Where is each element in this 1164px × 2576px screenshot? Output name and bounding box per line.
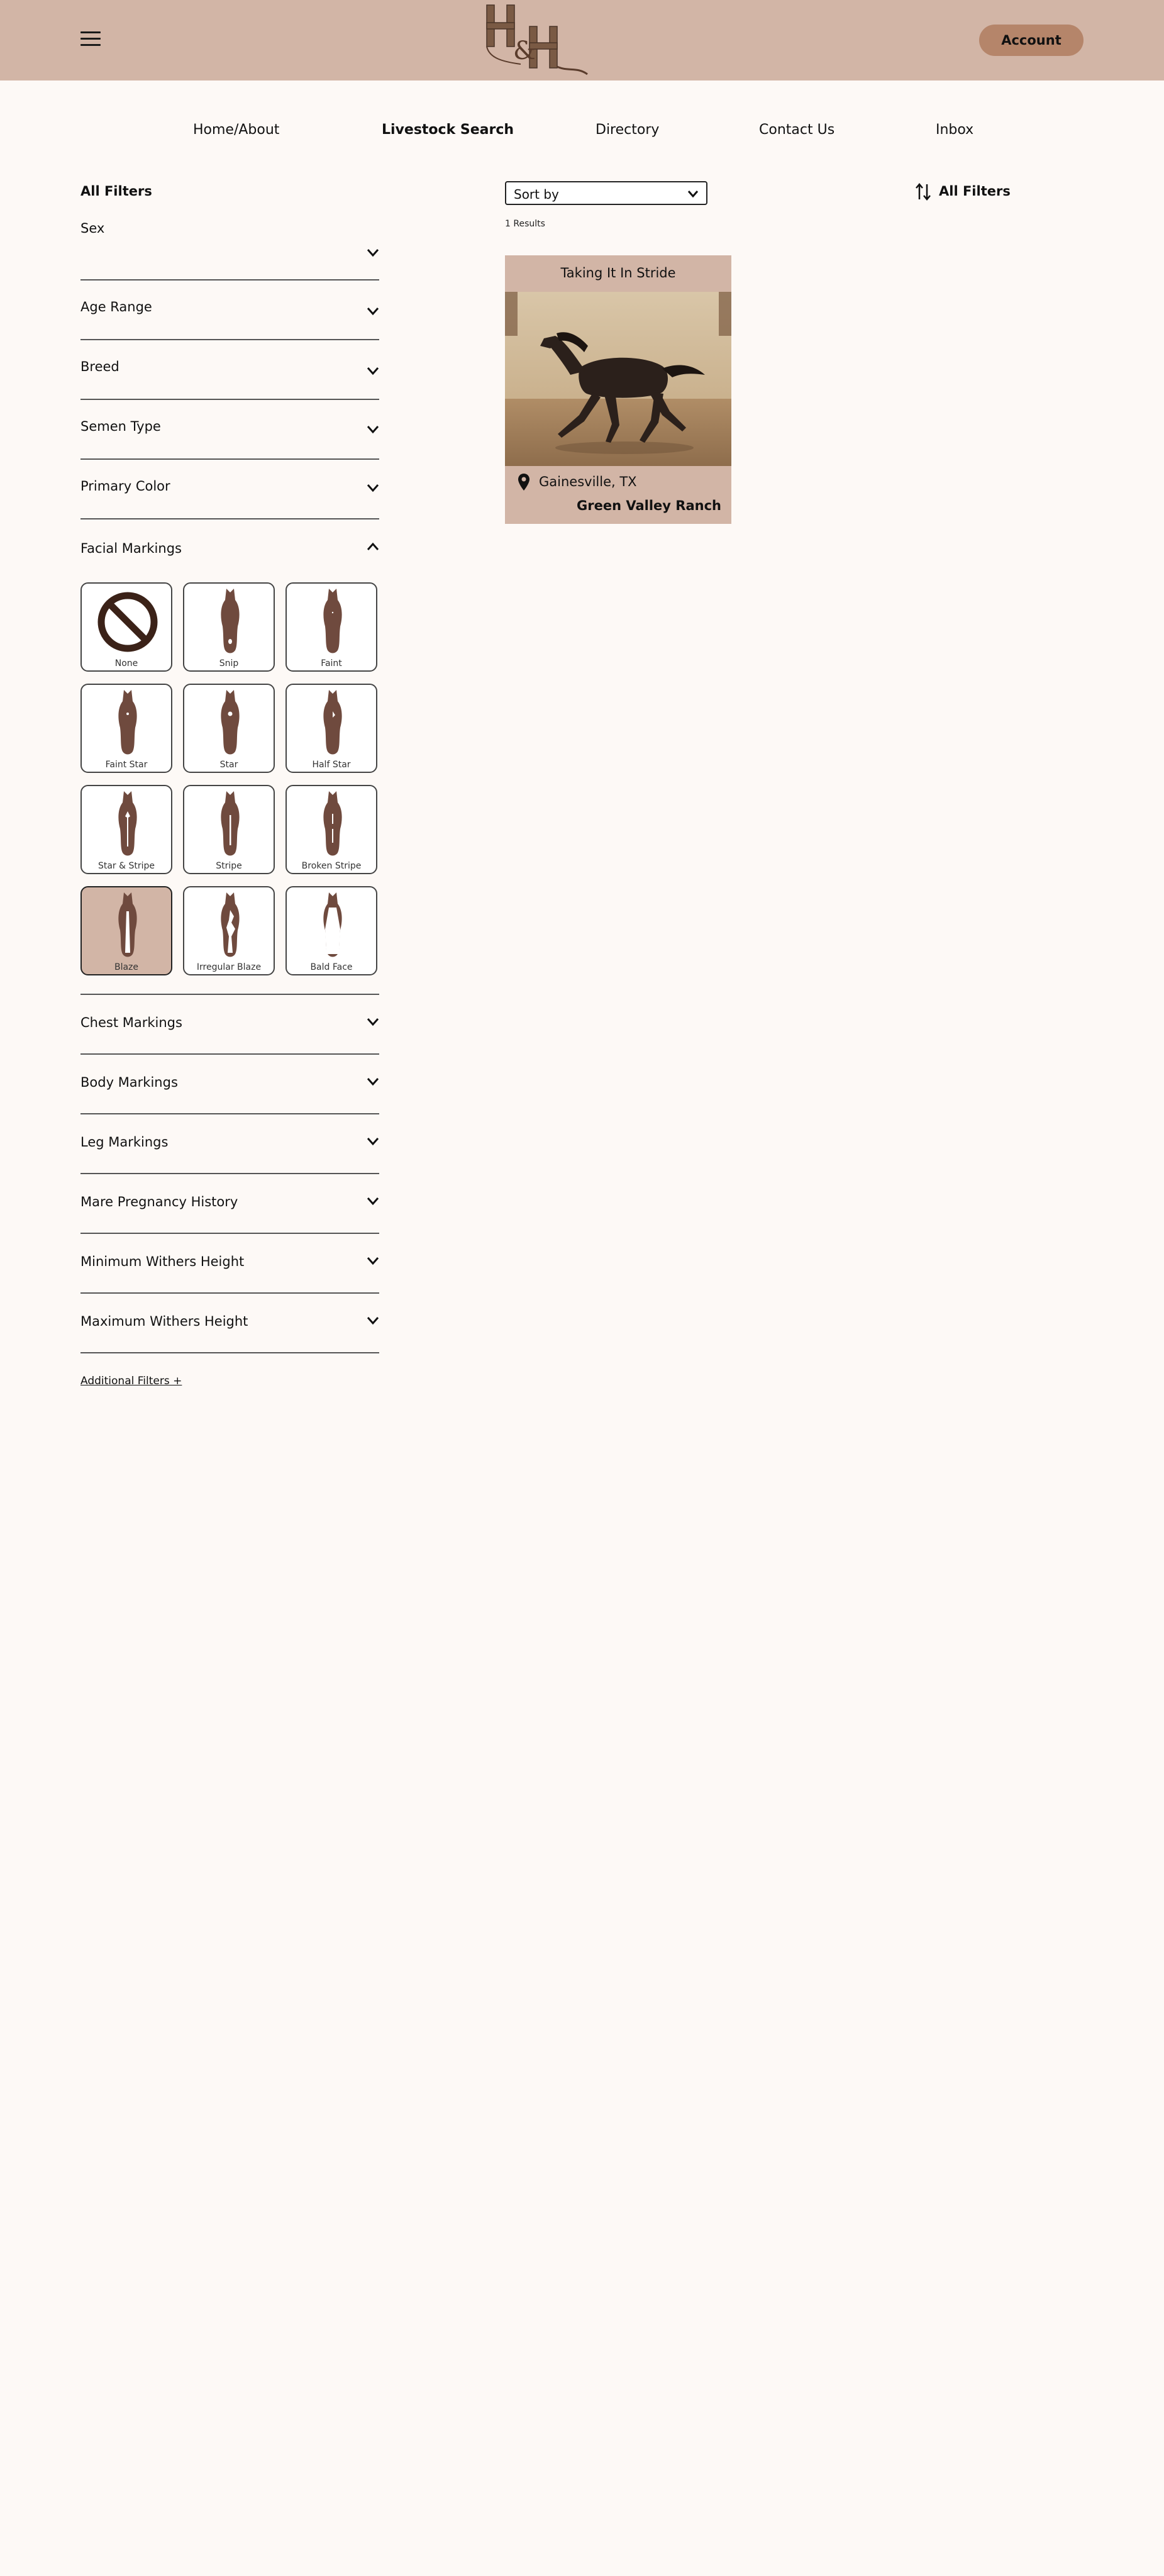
filter-minimum-withers-height[interactable] [80, 1234, 379, 1294]
chevron-down-icon [367, 307, 379, 316]
horse-head-blaze-icon [96, 891, 159, 960]
facial-marking-label: Stripe [216, 861, 242, 871]
filters-title: All Filters [80, 184, 152, 199]
filter-primary-color[interactable] [80, 460, 379, 519]
sort-by-label: Sort by [514, 187, 559, 202]
svg-text:&: & [513, 36, 536, 65]
chevron-down-icon [367, 367, 379, 375]
filter-age-range[interactable] [80, 280, 379, 340]
facial-marking-option[interactable] [80, 684, 172, 773]
facial-marking-option[interactable] [285, 785, 377, 874]
chevron-down-icon [367, 1077, 379, 1086]
horse-head-stripe-icon [199, 790, 262, 859]
all-filters-label: All Filters [939, 184, 1011, 199]
facial-markings-grid [80, 582, 379, 975]
card-title: Taking It In Stride [560, 265, 676, 280]
chevron-down-icon [367, 1257, 379, 1265]
facial-marking-option[interactable] [80, 785, 172, 874]
chevron-down-icon [367, 1316, 379, 1325]
brand-logo[interactable] [483, 1, 591, 78]
facial-marking-option[interactable] [80, 582, 172, 672]
filter-sex[interactable] [80, 221, 379, 280]
facial-marking-label: Star [219, 760, 238, 770]
additional-filters-link[interactable]: Additional Filters + [80, 1375, 182, 1387]
facial-marking-label: Blaze [114, 962, 139, 972]
filter-label: Maximum Withers Height [80, 1314, 248, 1329]
chevron-down-icon [687, 190, 699, 197]
facial-marking-option[interactable] [80, 886, 172, 975]
filter-label: Mare Pregnancy History [80, 1194, 238, 1209]
chevron-down-icon [367, 248, 379, 257]
filter-label: Body Markings [80, 1075, 178, 1090]
filter-label: Chest Markings [80, 1015, 182, 1030]
top-header [0, 0, 1164, 80]
nav-livestock-search[interactable]: Livestock Search [382, 122, 514, 138]
facial-marking-option[interactable] [183, 785, 275, 874]
facial-marking-label: Star & Stripe [97, 861, 155, 871]
map-pin-icon [518, 473, 530, 492]
account-button[interactable]: Account [979, 25, 1084, 56]
filter-semen-type[interactable] [80, 400, 379, 460]
facial-marking-option[interactable] [285, 582, 377, 672]
filter-label: Minimum Withers Height [80, 1254, 245, 1269]
chevron-down-icon [367, 1018, 379, 1026]
filter-leg-markings[interactable] [80, 1114, 379, 1174]
sort-arrows-icon [915, 183, 931, 201]
filter-label: Facial Markings [80, 541, 182, 556]
facial-marking-option[interactable] [183, 886, 275, 975]
nav-home-about[interactable]: Home/About [193, 122, 280, 138]
facial-marking-option[interactable] [183, 582, 275, 672]
facial-marking-label: Bald Face [310, 962, 353, 972]
chevron-down-icon [367, 1197, 379, 1206]
facial-marking-label: Irregular Blaze [196, 962, 262, 972]
filter-label: Primary Color [80, 479, 170, 494]
facial-marking-label: Half Star [312, 760, 351, 770]
horse-head-snip-icon [199, 587, 262, 657]
sort-by-select[interactable] [505, 181, 707, 205]
chevron-down-icon [367, 1137, 379, 1146]
card-location-text: Gainesville, TX [539, 474, 637, 489]
filter-facial-markings[interactable] [80, 541, 379, 566]
livestock-card[interactable] [505, 255, 731, 524]
results-count: 1 Results [505, 219, 545, 229]
filter-label: Semen Type [80, 419, 161, 434]
chevron-down-icon [367, 425, 379, 434]
facial-marking-option[interactable] [285, 886, 377, 975]
running-dark-horse-photo [505, 292, 731, 466]
facial-marking-option[interactable] [183, 684, 275, 773]
filter-breed[interactable] [80, 340, 379, 400]
horse-head-faint-icon [301, 587, 364, 657]
facial-marking-label: Snip [219, 658, 239, 669]
filter-label: Sex [80, 221, 105, 236]
filter-label: Breed [80, 359, 119, 374]
facial-marking-label: None [114, 658, 138, 669]
horse-head-star-stripe-icon [96, 790, 159, 859]
card-ranch-name: Green Valley Ranch [577, 498, 721, 513]
facial-marking-label: Broken Stripe [301, 861, 362, 871]
filter-mare-pregnancy-history[interactable] [80, 1174, 379, 1234]
filter-body-markings[interactable] [80, 1055, 379, 1114]
no-symbol-icon [96, 587, 159, 657]
filter-maximum-withers-height[interactable] [80, 1294, 379, 1353]
nav-inbox[interactable]: Inbox [936, 122, 974, 138]
nav-contact-us[interactable]: Contact Us [759, 122, 835, 138]
chevron-down-icon [367, 484, 379, 492]
facial-marking-option[interactable] [285, 684, 377, 773]
hamburger-menu-icon[interactable] [80, 31, 101, 48]
horse-head-half-star-icon [301, 689, 364, 758]
horse-head-broken-stripe-icon [301, 790, 364, 859]
facial-marking-label: Faint Star [105, 760, 148, 770]
filter-chest-markings[interactable] [80, 995, 379, 1055]
facial-marking-label: Faint [321, 658, 342, 669]
horse-head-faint-star-icon [96, 689, 159, 758]
nav-directory[interactable]: Directory [596, 122, 660, 138]
filter-label: Age Range [80, 299, 152, 314]
horse-head-irregular-blaze-icon [199, 891, 262, 960]
horse-head-star-icon [199, 689, 262, 758]
filter-label: Leg Markings [80, 1135, 169, 1150]
horse-head-bald-face-icon [301, 891, 364, 960]
chevron-up-icon [367, 542, 379, 551]
